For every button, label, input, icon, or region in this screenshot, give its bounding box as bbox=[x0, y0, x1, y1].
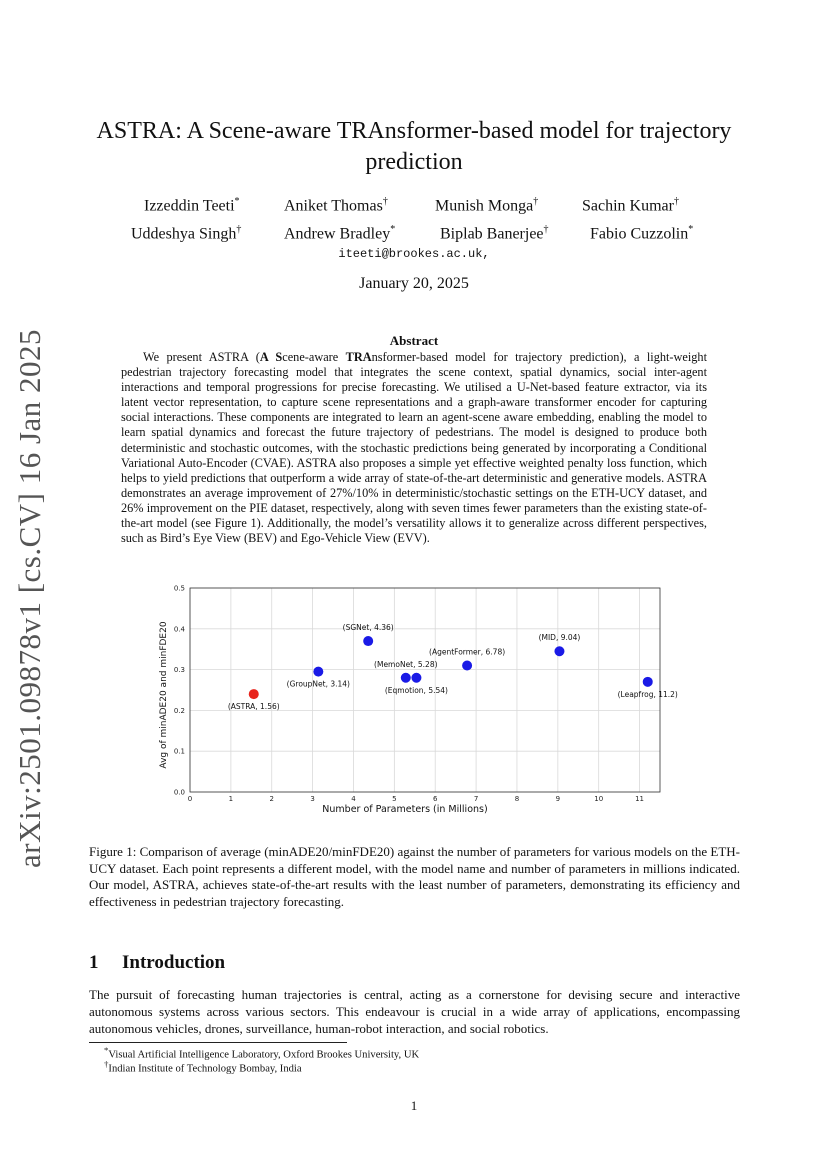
introduction-paragraph: The pursuit of forecasting human trajectories is central, acting as a cornerstone for devising secure and interactive autonomous systems across various sectors. This endeavour is crucial in a wide array of applications, encompassing autonomous vehicles, drones, surveillance, human-robot interaction, and social robotics. bbox=[89, 987, 740, 1036]
footnote-divider bbox=[89, 1042, 347, 1043]
section-heading bbox=[89, 952, 225, 974]
paper-date: January 20, 2025 bbox=[359, 275, 469, 292]
author bbox=[131, 224, 241, 243]
data-point-label: (AgentFormer, 6.78) bbox=[429, 647, 506, 657]
affiliation-mark: * bbox=[390, 224, 396, 235]
author-name: Biplab Banerjee bbox=[440, 225, 544, 243]
y-tick-label: 0.3 bbox=[173, 666, 185, 675]
abstract-heading: Abstract bbox=[389, 333, 439, 348]
x-tick-label: 9 bbox=[555, 795, 561, 803]
y-tick-label: 0.1 bbox=[173, 747, 185, 756]
abstract-text: nsformer-based model for trajectory prediction), a light-weight pedestrian trajectory forecasting model that integrates the scene context, spatial dynamics, social inter-agent interactions and temporal progressions for precise forecasting. We utilised a U-Net-based feature extractor, via its latent vector representation, to capture scene representations and a graph-aware transformer encoder for capturing social interactions. These components are integrated to learn an agent-scene aware embedding, enabling the model to learn spatial dynamics and forecast the future trajectory of pedestrians. The model is designed to produce both deterministic and stochastic outcomes, with the stochastic predictions being generated by incorporating a Conditional Variational Auto-Encoder (CVAE). ASTRA also proposes a simple yet effective weighted penalty loss function, which helps to yield predictions that outperform a wide array of state-of-the-art deterministic and generative models. ASTRA demonstrates an average improvement of 27%/10% in deterministic/stochastic settings on the ETH-UCY dataset, and 26% improvement on the PIE dataset, respectively, along with seven times fewer parameters than the existing state-of-the-art model (see Figure 1). Additionally, the model’s versatility allows it to generalize across different perspectives, such as Bird’s Eye View (BEV) and Ego-Vehicle View (EVV). bbox=[121, 350, 707, 546]
author-name: Aniket Thomas bbox=[284, 197, 383, 215]
scatter-plot bbox=[150, 580, 678, 820]
author-name: Munish Monga bbox=[435, 197, 534, 215]
affiliation-mark: † bbox=[673, 196, 679, 207]
data-point-label: (MemoNet, 5.28) bbox=[374, 659, 438, 669]
author bbox=[144, 196, 240, 215]
affiliation-mark: † bbox=[382, 196, 388, 207]
x-tick-label: 8 bbox=[514, 795, 520, 803]
footnote-text: Visual Artificial Intelligence Laboratory, Oxford Brookes University, UK bbox=[108, 1049, 420, 1061]
y-tick-label: 0.0 bbox=[173, 788, 185, 797]
y-tick-label: 0.2 bbox=[173, 706, 185, 715]
affiliation-mark: † bbox=[533, 196, 539, 207]
abstract-text: We present ASTRA ( bbox=[143, 350, 260, 364]
section-title: Introduction bbox=[122, 952, 226, 973]
data-point bbox=[313, 667, 323, 677]
y-axis-label: Avg of minADE20 and minFDE20 bbox=[159, 621, 169, 769]
author bbox=[590, 224, 693, 243]
author-name: Andrew Bradley bbox=[284, 225, 391, 243]
affiliation-mark: † bbox=[543, 224, 549, 235]
footnote-mark: † bbox=[104, 1059, 109, 1069]
y-tick-label: 0.4 bbox=[173, 625, 185, 634]
section-number: 1 bbox=[89, 952, 99, 973]
data-point-label: (GroupNet, 3.14) bbox=[286, 679, 350, 689]
x-axis-label: Number of Parameters (in Millions) bbox=[322, 804, 488, 815]
data-point-label: (ASTRA, 1.56) bbox=[227, 702, 280, 712]
abstract-body bbox=[121, 350, 707, 546]
data-point-label: (Leapfrog, 11.2) bbox=[617, 689, 678, 699]
author-name: Uddeshya Singh bbox=[131, 225, 237, 243]
data-point bbox=[401, 673, 411, 683]
author-name: Izzeddin Teeti bbox=[144, 197, 235, 215]
data-point bbox=[249, 689, 259, 699]
x-tick-label: 2 bbox=[269, 795, 274, 803]
data-point bbox=[554, 646, 564, 656]
title-line-2: prediction bbox=[365, 149, 463, 175]
data-point bbox=[363, 636, 373, 646]
affiliation-mark: * bbox=[688, 224, 694, 235]
data-point bbox=[411, 673, 421, 683]
footnote-text: Indian Institute of Technology Bombay, India bbox=[108, 1063, 302, 1075]
author-email: iteeti@brookes.ac.uk, bbox=[338, 247, 490, 261]
author-name: Fabio Cuzzolin bbox=[590, 225, 689, 243]
x-tick-label: 3 bbox=[310, 795, 315, 803]
affiliation-mark: * bbox=[234, 196, 240, 207]
x-tick-label: 5 bbox=[392, 795, 397, 803]
author-name: Sachin Kumar bbox=[582, 197, 674, 215]
title-line-1: ASTRA: A Scene-aware TRAnsformer-based model for trajectory bbox=[96, 118, 732, 144]
footnote bbox=[104, 1059, 302, 1075]
x-tick-label: 1 bbox=[228, 795, 234, 803]
abstract-bold: A S bbox=[259, 350, 283, 364]
figure-caption: Figure 1: Comparison of average (minADE20/minFDE20) against the number of parameters for various models on the ETH-UCY dataset. Each point represents a different model, with the model name and number of parameters in millions indicated. Our model, ASTRA, achieves state-of-the-art results with the least number of parameters, demonstrating its efficiency and effectiveness in pedestrian trajectory forecasting. bbox=[89, 844, 740, 909]
author bbox=[582, 196, 679, 215]
data-point bbox=[462, 661, 472, 671]
abstract-text: cene-aware bbox=[282, 350, 346, 364]
figure-1-chart bbox=[150, 580, 678, 825]
data-point bbox=[643, 677, 653, 687]
data-point-label: (MID, 9.04) bbox=[538, 633, 581, 643]
x-tick-label: 6 bbox=[432, 795, 438, 803]
x-tick-label: 4 bbox=[351, 795, 356, 803]
page-number: 1 bbox=[410, 1098, 418, 1113]
x-tick-label: 11 bbox=[635, 795, 645, 803]
author bbox=[440, 224, 549, 243]
footnote-mark: * bbox=[104, 1045, 109, 1055]
arxiv-identifier: arXiv:2501.09878v1 [cs.CV] 16 Jan 2025 bbox=[12, 328, 47, 868]
paper-title bbox=[60, 116, 768, 178]
x-tick-label: 0 bbox=[187, 795, 193, 803]
data-point-label: (Eqmotion, 5.54) bbox=[384, 685, 448, 695]
author bbox=[284, 224, 395, 243]
author bbox=[284, 196, 388, 215]
abstract-bold: TRA bbox=[345, 350, 372, 364]
y-tick-label: 0.5 bbox=[173, 584, 185, 593]
x-tick-label: 10 bbox=[594, 795, 604, 803]
data-point-label: (SGNet, 4.36) bbox=[342, 623, 394, 633]
affiliation-mark: † bbox=[236, 224, 242, 235]
x-tick-label: 7 bbox=[473, 795, 479, 803]
author bbox=[435, 196, 538, 215]
